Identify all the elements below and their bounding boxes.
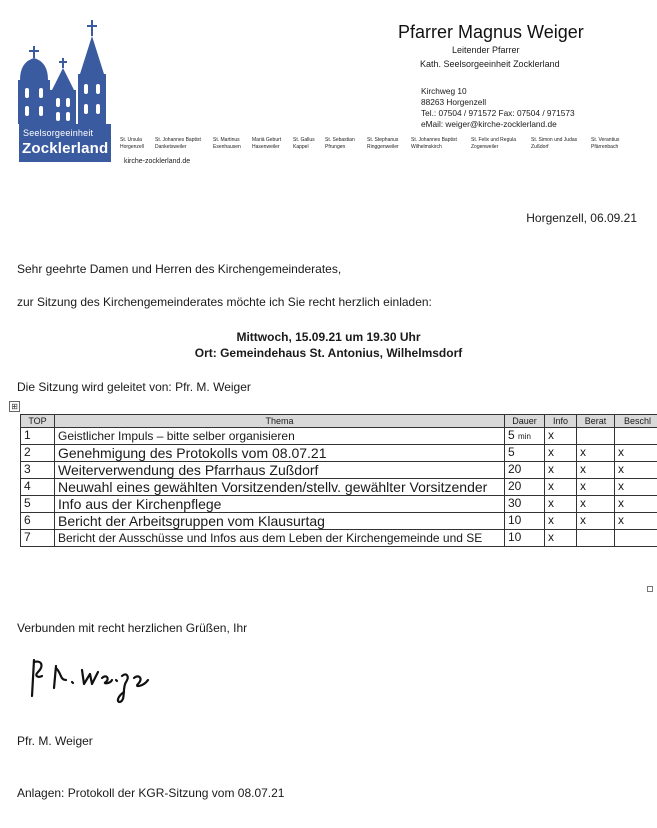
header-thema: Thema <box>55 415 505 428</box>
cell-berat: x <box>577 462 615 479</box>
header-dauer: Dauer <box>505 415 545 428</box>
cell-beschl: x <box>615 496 657 513</box>
meeting-location: Ort: Gemeindehaus St. Antonius, Wilhelmsdorf <box>194 346 463 360</box>
table-header-row <box>21 415 657 428</box>
cell-top: 6 <box>21 513 55 530</box>
meeting-chair: Die Sitzung wird geleitet von: Pfr. M. Weiger <box>17 380 251 394</box>
cell-berat: x <box>577 513 615 530</box>
intro-text: zur Sitzung des Kirchengemeinderates möchte ich Sie recht herzlich einladen: <box>17 295 432 309</box>
table-row <box>21 445 657 462</box>
cell-beschl: x <box>615 479 657 496</box>
parish-item: St. Stephanus Ringgenweiler <box>367 137 399 150</box>
logo-line-2: Zocklerland <box>22 140 109 157</box>
cell-thema: Weiterverwendung des Pfarrhaus Zußdorf <box>55 462 505 479</box>
parish-item: St. Verantius Pfärrenbach <box>591 137 620 150</box>
table-row <box>21 496 657 513</box>
signature-image <box>26 656 156 704</box>
header-beschl: Beschl <box>615 415 657 428</box>
duration-unit: min <box>518 432 531 441</box>
parish-item: St. Gallus Kappel <box>293 137 315 150</box>
sender-name: Pfarrer Magnus Weiger <box>398 22 584 42</box>
table-move-handle-icon[interactable]: ⊞ <box>9 401 20 412</box>
salutation: Sehr geehrte Damen und Herren des Kirchengemeinderates, <box>17 262 342 276</box>
cell-thema: Genehmigung des Protokolls vom 08.07.21 <box>55 445 505 462</box>
cell-dauer: 30 <box>505 496 545 513</box>
sender-role: Leitender Pfarrer <box>452 45 520 55</box>
cell-berat <box>577 530 615 547</box>
cell-thema: Neuwahl eines gewählten Vorsitzenden/stellv. gewählter Vorsitzender <box>55 479 505 496</box>
cell-berat <box>577 428 615 445</box>
parish-item: St. Felix und Regula Zogenweiler <box>471 137 517 150</box>
cell-berat: x <box>577 479 615 496</box>
cell-info: x <box>545 496 577 513</box>
cell-beschl: x <box>615 462 657 479</box>
table-row <box>21 428 657 445</box>
logo-line-1: Seelsorgeeinheit <box>23 128 94 138</box>
cell-top: 4 <box>21 479 55 496</box>
parish-item: St. Simon und Judas Zußdorf <box>531 137 578 150</box>
cell-beschl <box>615 428 657 445</box>
header-berat: Berat <box>577 415 615 428</box>
cell-info: x <box>545 513 577 530</box>
cell-berat: x <box>577 445 615 462</box>
attachments: Anlagen: Protokoll der KGR-Sitzung vom 08.07.21 <box>17 786 285 800</box>
table-row <box>21 530 657 547</box>
parish-item: St. Johannes Baptist Danketsweiler <box>155 137 201 150</box>
header-info: Info <box>545 415 577 428</box>
cell-thema: Bericht der Ausschüsse und Infos aus dem Leben der Kirchengemeinde und SE <box>55 530 505 547</box>
parish-item: Mariä Geburt Hasenweiler <box>252 137 282 150</box>
parish-item: St. Johannes Baptist Wilhelmskirch <box>411 137 457 150</box>
cell-info: x <box>545 445 577 462</box>
cell-dauer: 10 <box>505 513 545 530</box>
address-email: eMail: weiger@kirche-zocklerland.de <box>421 119 557 129</box>
cell-info: x <box>545 530 577 547</box>
cell-top: 1 <box>21 428 55 445</box>
cell-dauer: 5 <box>505 445 545 462</box>
cell-top: 2 <box>21 445 55 462</box>
agenda-table <box>20 414 657 547</box>
cell-top: 3 <box>21 462 55 479</box>
address-street: Kirchweg 10 <box>421 86 467 96</box>
cell-dauer: 20 <box>505 479 545 496</box>
cell-info: x <box>545 479 577 496</box>
parish-item: St. Sebastian Pfrungen <box>325 137 355 150</box>
cell-dauer: 20 <box>505 462 545 479</box>
cell-top: 5 <box>21 496 55 513</box>
address-city: 88263 Horgenzell <box>421 97 487 107</box>
cell-berat: x <box>577 496 615 513</box>
cell-top: 7 <box>21 530 55 547</box>
table-resize-handle[interactable] <box>647 586 653 592</box>
cell-beschl: x <box>615 445 657 462</box>
website-link[interactable]: kirche-zocklerland.de <box>124 158 191 165</box>
cell-dauer: 5 min <box>505 428 545 445</box>
cell-beschl: x <box>615 513 657 530</box>
cell-thema: Geistlicher Impuls – bitte selber organisieren <box>55 428 505 445</box>
table-row <box>21 462 657 479</box>
cell-dauer: 10 <box>505 530 545 547</box>
cell-info: x <box>545 428 577 445</box>
logo-label <box>19 124 111 162</box>
sender-unit: Kath. Seelsorgeeinheit Zocklerland <box>420 59 560 69</box>
signer-name: Pfr. M. Weiger <box>17 734 93 748</box>
table-row <box>21 479 657 496</box>
letter-date: Horgenzell, 06.09.21 <box>526 211 637 225</box>
closing-text: Verbunden mit recht herzlichen Grüßen, Ihr <box>17 621 248 635</box>
meeting-time: Mittwoch, 15.09.21 um 19.30 Uhr <box>236 330 421 344</box>
parish-item: St. Ursula Horgenzell <box>120 137 144 150</box>
cell-beschl <box>615 530 657 547</box>
cell-info: x <box>545 462 577 479</box>
cell-thema: Bericht der Arbeitsgruppen vom Klausurtag <box>55 513 505 530</box>
header-top: TOP <box>21 415 55 428</box>
parish-item: St. Martinus Esenhausen <box>213 137 241 150</box>
address-phone: Tel.: 07504 / 971572 Fax: 07504 / 971573 <box>421 108 575 118</box>
table-row <box>21 513 657 530</box>
cell-thema: Info aus der Kirchenpflege <box>55 496 505 513</box>
